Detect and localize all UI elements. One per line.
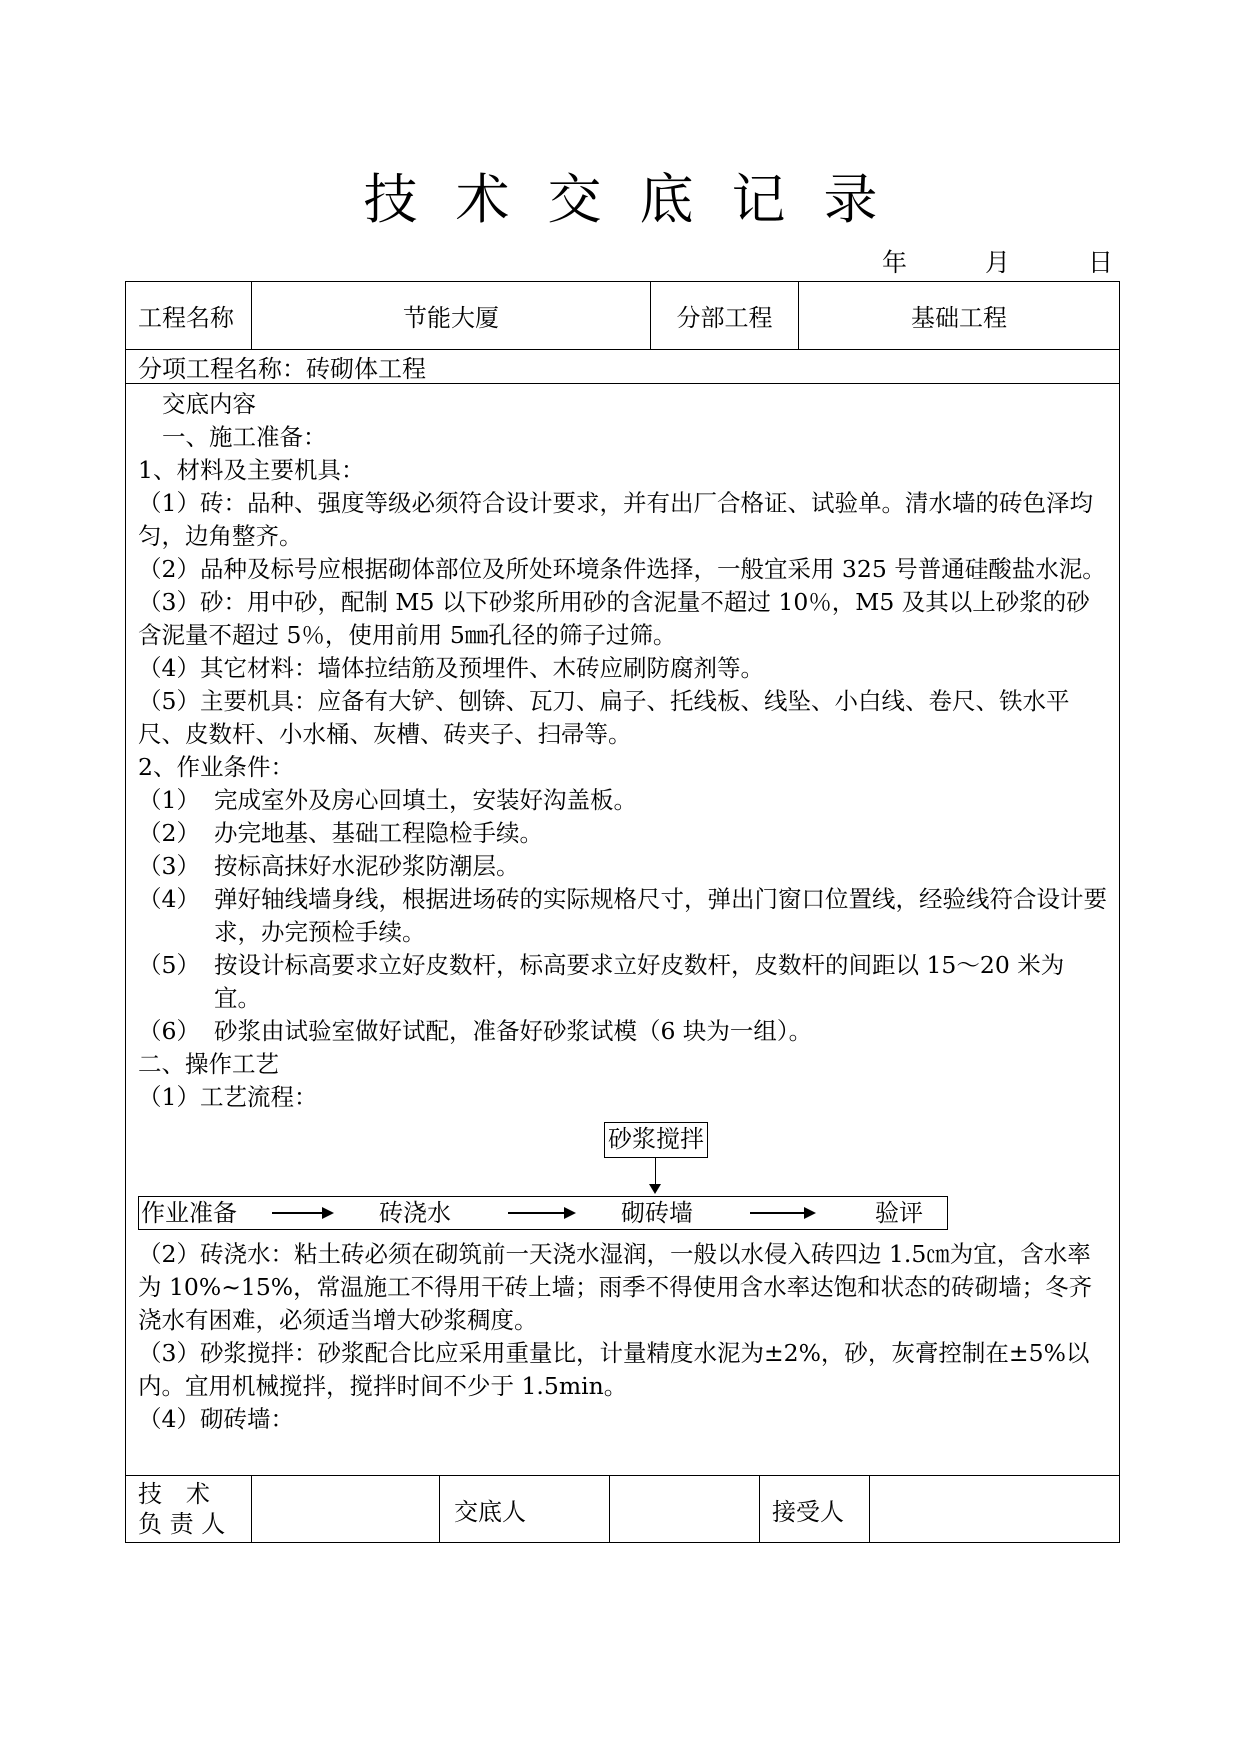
arrow-right-icon — [272, 1212, 332, 1214]
handover-signature[interactable] — [610, 1476, 760, 1542]
section-1-2-heading: 2、作业条件： — [138, 753, 294, 781]
project-label: 工程名称 — [126, 282, 252, 349]
condition-item — [138, 1015, 1109, 1048]
signature-row — [126, 1476, 1119, 1542]
header-row — [126, 282, 1119, 350]
tech-lead-label — [126, 1476, 252, 1542]
paragraph-brick-watering: （2）砖浇水：粘土砖必须在砌筑前一天浇水湿润，一般以水侵入砖四边 1.5㎝为宜，含水率为 10%~15%，常温施工不得用干砖上墙；雨季不得使用含水率达饱和状态的砖砌墙；冬齐浇水有困难，必须适当增大砂浆稠度。 — [138, 1240, 1093, 1334]
date-line — [882, 248, 1113, 278]
content-heading: 交底内容 — [162, 390, 256, 418]
arrow-right-icon — [508, 1212, 574, 1214]
flow-step: 验评 — [875, 1199, 923, 1227]
condition-number: （3） — [138, 852, 200, 880]
material-item-4: （4）其它材料：墙体拉结筋及预埋件、木砖应刷防腐剂等。 — [138, 654, 764, 682]
condition-number: （6） — [138, 1017, 200, 1045]
process-flow-diagram — [138, 1118, 1109, 1238]
arrow-down-icon — [649, 1184, 661, 1194]
content-section — [126, 384, 1119, 1476]
page-title: 技术交底记录 — [363, 168, 916, 231]
condition-item — [138, 817, 1109, 850]
condition-text: 砂浆由试验室做好试配，准备好砂浆试模（6 块为一组）。 — [214, 1017, 813, 1045]
subitem-row — [126, 350, 1119, 384]
subitem-name: 分项工程名称：砖砌体工程 — [138, 355, 426, 383]
condition-item — [138, 883, 1109, 949]
section-1-1-heading: 1、材料及主要机具： — [138, 456, 365, 484]
material-item-3: （3）砂：用中砂，配制 M5 以下砂浆所用砂的含泥量不超过 10％，M5 及其以上砂浆的砂含泥量不超过 5％，使用前用 5㎜孔径的筛子过筛。 — [138, 588, 1090, 649]
flow-step: 作业准备 — [141, 1199, 237, 1227]
flow-mortar-mixing-box: 砂浆搅拌 — [604, 1122, 708, 1158]
project-value: 节能大厦 — [252, 282, 651, 349]
date-year: 年 — [882, 248, 908, 277]
receiver-label: 接受人 — [760, 1476, 870, 1542]
flow-title: （1）工艺流程： — [138, 1083, 318, 1111]
date-month: 月 — [985, 248, 1011, 277]
tech-lead-label-line1: 技 术 — [138, 1480, 210, 1508]
condition-number: （5） — [138, 951, 200, 979]
material-item-1: （1）砖：品种、强度等级必须符合设计要求，并有出厂合格证、试验单。清水墙的砖色泽均匀，边角整齐。 — [138, 489, 1093, 550]
paragraph-brick-laying: （4）砌砖墙： — [138, 1405, 294, 1433]
tech-lead-label-line2: 负 责 人 — [138, 1510, 226, 1538]
tech-lead-signature[interactable] — [252, 1476, 440, 1542]
material-item-5: （5）主要机具：应备有大铲、刨锛、瓦刀、扁子、托线板、线坠、小白线、卷尺、铁水平尺、皮数杆、小水桶、灰槽、砖夹子、扫帚等。 — [138, 687, 1070, 748]
condition-item — [138, 850, 1109, 883]
flow-step: 砌砖墙 — [621, 1199, 693, 1227]
division-value: 基础工程 — [911, 304, 1007, 332]
condition-text: 完成室外及房心回填土，安装好沟盖板。 — [214, 786, 637, 814]
condition-text: 按标高抹好水泥砂浆防潮层。 — [214, 852, 520, 880]
condition-text: 按设计标高要求立好皮数杆，标高要求立好皮数杆，皮数杆的间距以 15～20 米为宜。 — [214, 951, 1065, 1012]
condition-number: （1） — [138, 786, 200, 814]
handover-label: 交底人 — [440, 1476, 610, 1542]
condition-text: 办完地基、基础工程隐检手续。 — [214, 819, 543, 847]
condition-text: 弹好轴线墙身线，根据进场砖的实际规格尺寸，弹出门窗口位置线，经验线符合设计要求，办完预检手续。 — [214, 885, 1107, 946]
date-day: 日 — [1087, 248, 1113, 277]
section-1-heading: 一、施工准备： — [162, 423, 327, 451]
arrow-right-icon — [750, 1212, 814, 1214]
material-item-2: （2）品种及标号应根据砌体部位及所处环境条件选择，一般宜采用 325 号普通硅酸盐水泥。 — [138, 555, 1106, 583]
flow-step: 砖浇水 — [379, 1199, 451, 1227]
receiver-signature[interactable] — [870, 1476, 1119, 1542]
condition-number: （2） — [138, 819, 200, 847]
record-table — [125, 281, 1120, 1543]
paragraph-mortar-mixing: （3）砂浆搅拌：砂浆配合比应采用重量比，计量精度水泥为±2%，砂，灰膏控制在±5%以内。宜用机械搅拌，搅拌时间不少于 1.5min。 — [138, 1339, 1090, 1400]
section-2-heading: 二、操作工艺 — [138, 1050, 279, 1078]
condition-item — [138, 949, 1109, 1015]
condition-number: （4） — [138, 885, 200, 913]
division-label: 分部工程 — [651, 282, 799, 349]
condition-item — [138, 784, 1109, 817]
